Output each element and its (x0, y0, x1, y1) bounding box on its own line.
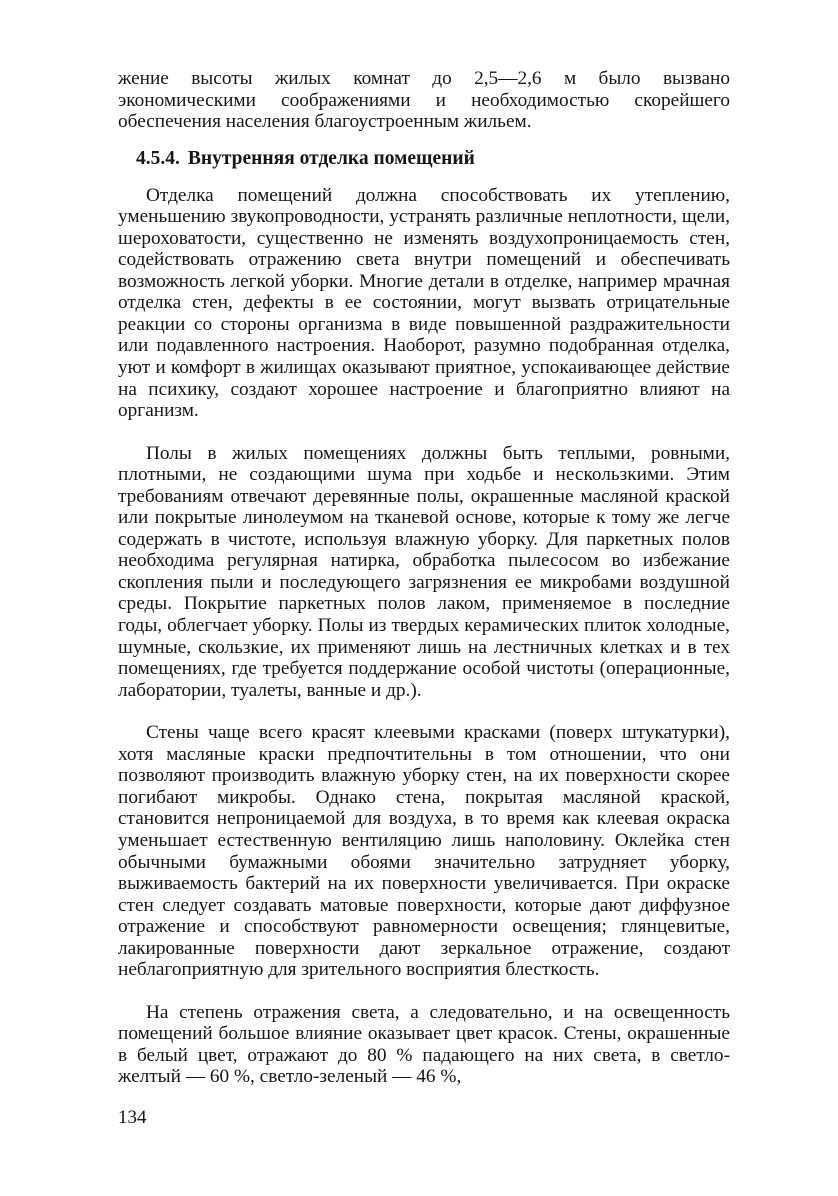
paragraph-colors: На степень отражения света, а следовательно, и на освещенность помещений большое влияние оказывает цвет красок. Стены, окрашенные в белый цвет, отражают до 80 % падающего на них света, в светло-желтый — 60 %, светло-зеленый — 46 %, (118, 1001, 730, 1088)
section-number: 4.5.4. (136, 147, 180, 169)
paragraph-floors: Полы в жилых помещениях должны быть теплыми, ровными, плотными, не создающими шума при ходьбе и нескользкими. Этим требованиям отвечают деревянные полы, окрашенные масляной краской или покрытые линолеумом на тканевой основе, которые к тому же легче содержать в чистоте, используя влажную уборку. Для паркетных полов необходима регулярная натирка, обработка пылесосом во избежание скопления пыли и последующего загрязнения ее микробами воздушной среды. Покрытие паркетных полов лаком, применяемое в последние годы, облегчает уборку. Полы из твердых керамических плиток холодные, шумные, скользкие, их применяют лишь на лестничных клетках и в тех помещениях, где требуется поддержание особой чистоты (операционные, лаборатории, туалеты, ванные и др.). (118, 442, 730, 701)
section-title: Внутренняя отделка помещений (187, 147, 475, 169)
page-number: 134 (118, 1107, 147, 1128)
paragraph-walls: Стены чаще всего красят клеевыми красками (поверх штукатурки), хотя масляные краски предпочтительны в том отношении, что они позволяют производить влажную уборку стен, на их поверхности скорее погибают микробы. Однако стена, покрытая масляной краской, становится непроницаемой для воздуха, в то время как клеевая окраска уменьшает естественную вентиляцию лишь наполовину. Оклейка стен обычными бумажными обоями значительно затрудняет уборку, выживаемость бактерий на их поверхности увеличивается. При окраске стен следует создавать матовые поверхности, которые дают диффузное отражение и способствуют равномерности освещения; глянцевитые, лакированные поверхности дают зеркальное отражение, создают неблагоприятную для зрительного восприятия блесткость. (118, 722, 730, 981)
paragraph-continuation: жение высоты жилых комнат до 2,5—2,6 м было вызвано экономическими соображениями и необходимостью скорейшего обеспечения населения благоустроенным жильем. (118, 68, 730, 133)
page-body (118, 68, 730, 1088)
section-heading (136, 148, 730, 170)
paragraph-finishing: Отделка помещений должна способствовать их утеплению, уменьшению звукопроводности, устранять различные неплотности, щели, шероховатости, существенно не изменять воздухопроницаемость стен, содействовать отражению света внутри помещений и обеспечивать возможность легкой уборки. Многие детали в отделке, например мрачная отделка стен, дефекты в ее состоянии, могут вызвать отрицательные реакции со стороны организма в виде повышенной раздражительности или подавленного настроения. Наоборот, разумно подобранная отделка, уют и комфорт в жилищах оказывают приятное, успокаивающее действие на психику, создают хорошее настроение и благоприятно влияют на организм. (118, 184, 730, 422)
